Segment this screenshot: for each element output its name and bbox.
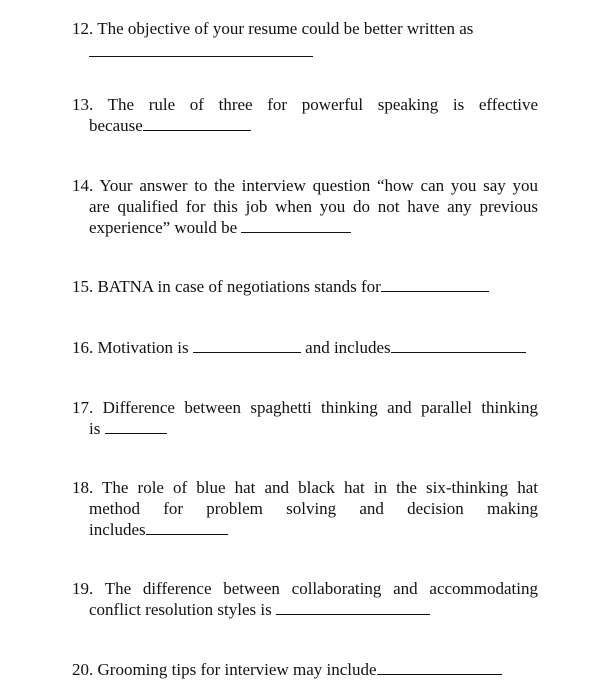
question-20 [72,659,538,680]
question-text: 12. The objective of your resume could be better written as [72,19,474,38]
question-text: conflict resolution styles is [89,600,272,619]
answer-blank[interactable] [377,659,502,675]
question-text: includes [89,520,146,539]
question-text: 20. Grooming tips for interview may include [72,660,377,679]
question-17 [72,397,538,439]
question-15 [72,276,538,297]
question-text: 14. Your answer to the interview question “how can you say you [72,176,538,195]
question-text: because [89,116,143,135]
question-18 [72,477,538,540]
answer-blank[interactable] [381,276,489,292]
question-text: method for problem solving and decision making [89,499,538,518]
answer-blank[interactable] [391,337,526,353]
question-14 [72,175,538,238]
question-12 [72,18,538,62]
answer-blank[interactable] [105,418,167,434]
question-text: is [89,419,101,438]
answer-blank[interactable] [276,599,430,615]
question-text: 16. Motivation is [72,338,189,357]
answer-blank[interactable] [241,217,351,233]
answer-blank[interactable] [193,337,301,353]
question-text: experience” would be [89,218,238,237]
answer-blank[interactable] [143,115,251,131]
answer-blank[interactable] [146,519,228,535]
question-text: 15. BATNA in case of negotiations stands for [72,277,381,296]
question-text: 19. The difference between collaborating and accommodating [72,579,538,598]
question-16 [72,337,538,358]
question-text: 17. Difference between spaghetti thinking and parallel thinking [72,398,538,417]
question-text: and includes [305,338,391,357]
question-text: 18. The role of blue hat and black hat in the six-thinking hat [72,478,538,497]
answer-blank[interactable] [89,41,313,57]
question-13 [72,94,538,136]
question-text: 13. The rule of three for powerful speaking is effective [72,95,538,114]
question-19 [72,578,538,620]
question-text: are qualified for this job when you do not have any previous [89,197,538,216]
